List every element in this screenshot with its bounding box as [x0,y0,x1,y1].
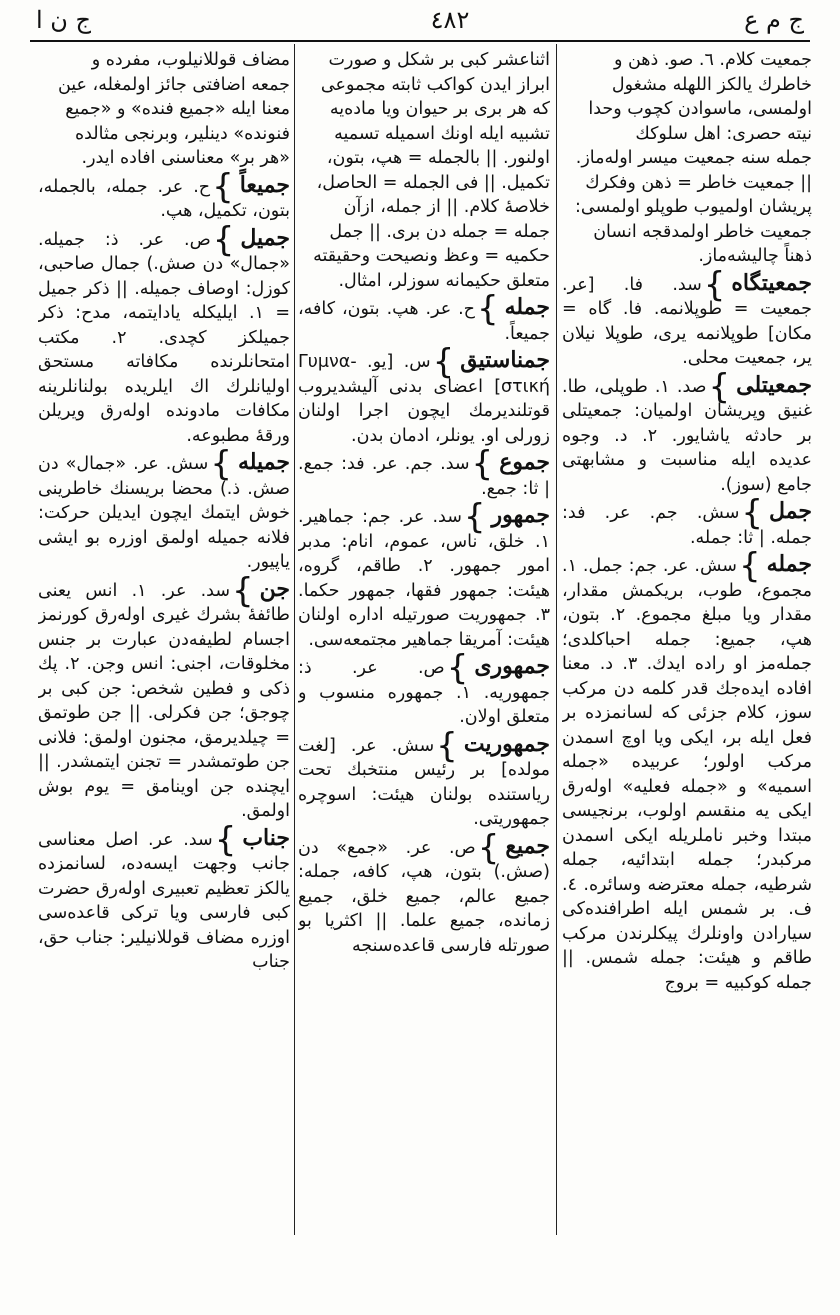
entry-text-line: معنا ایله «جمیع فنده» و «جمیع [65,99,290,119]
dictionary-entry [298,497,550,652]
definition: صد. ١. طوپلی، طا. غنيق وپريشان اولمیان: جمعیتلی بر حادثه یاشایور. ٢. د. وجوه عديده ایله مناسبت و مشابهتی جامع (سوز). [562,376,812,495]
definition: ح. عر. هپ. بتون، كافه، جمیعاً. [298,299,550,344]
dictionary-entry [562,546,812,995]
entry-text-line: ذهناً چالیشه‌ماز. [698,246,812,266]
brace-mark: } [738,546,761,586]
brace-mark: } [214,819,237,860]
headword: جمیله [237,449,290,475]
dictionary-entry [38,819,290,975]
entry-text-line: اولنور. || بالجمله = هپ، بتون، [326,148,550,168]
definition: ص. عر. ذ: جمهوریه. ١. جمهوره منسوب و متعلق اولان. [298,658,550,727]
dictionary-entry [298,648,550,730]
entry-text-line: جمعیت کلام. ٦. صو. ذهن و [613,50,812,70]
dictionary-entry [38,48,290,171]
entry-text-line: خاطرك يالكز اللهله مشغول [611,74,812,95]
dictionary-entry [562,493,812,550]
headword: جمیعاً [239,171,290,198]
entry-text-line: «هر بر» معناسنی افاده ایدر. [81,148,290,168]
definition: سد. عر. اصل معناسی جانب وجهت ایسه‌ده، لسانمزده یالكز تعظیم تعبیری اوله‌رق حضرت كبی فارسی ویا تركی قاعده‌سی اوزره مضاف قوللانیلیر: جناب حق، جناب [38,829,290,972]
entry-text-line: متعلق حكیمانه سوزلر، امثال. [338,270,550,291]
entry-text-line: جمله = جمله دن بری. || جمل [329,221,550,242]
headword: جناب [242,824,290,851]
column-left [38,48,290,1245]
column-divider-right [556,44,557,1235]
entry-text-line: جمعه اضافتی جائز اولمغله، عین [57,74,290,95]
column-divider-left [294,44,295,1235]
headword: جموع [499,449,550,475]
dictionary-entry [38,219,290,449]
entry-text-line: اثناعشر كبی بر شكل و صورت [328,50,550,70]
dictionary-entry [38,166,290,224]
brace-mark: } [708,366,731,407]
headword: جمل [769,498,812,524]
headword: جمهوری [474,653,550,679]
brace-mark: } [212,166,234,207]
entry-text-line: پريشان اولمیوب طوپلو اولمسی: [575,197,812,217]
headword: جمیل [240,224,290,251]
dictionary-entry [298,48,550,293]
dictionary-entry [298,827,550,959]
dictionary-entry [562,48,812,269]
page-header [30,2,810,42]
dictionary-entry [38,444,290,575]
headword: جمله [504,294,550,320]
dictionary-entry [562,366,812,498]
definition: ح. عر. جمله، بالجمله، بتون، تكمیل، هپ. [38,176,290,221]
brace-mark: } [471,444,494,484]
brace-mark: } [703,264,726,305]
dictionary-entry [298,342,550,448]
entry-text-line: حكمیه = وعظ ونصیحت وحقیقته [313,246,550,266]
entry-text-line: كه هر بری بر حیوان ویا ماده‌یه [329,99,550,119]
entry-text-line: جمعیت خاطر اولمدقجه انسان [593,221,812,242]
definition: سد. عر. جم: جماهیر. ١. خلق، ناس، عموم، انام: مدبر امور جمهور. ٢. طاقم، گروه، هیئت: جمهور فقها، جمهور حكما. ٣. جمهوریت صورتیله اداره اولنان هیئت: آمریقا جماهیر مجتمعه‌سی. [298,507,550,650]
entry-text-line: نيته حصری: اهل سلوكك [635,123,812,144]
brace-mark: } [432,342,455,382]
headword: جمعیتگاه [731,269,812,296]
entry-text-line: || جمعیت خاطر = ذهن وفكرك [585,172,812,193]
column-middle [298,48,550,1245]
entry-text-line: مضاف قوللانیلوب، مفرده و [91,50,290,70]
dictionary-entry [298,444,550,501]
definition: ص. عر. ذ: جمیله. «جمال» دن صش.) جمال صاحبی، كوزل: اوصاف جمیله. || ذكر جمیل = ١. ایلیكله یادایتمه، مدح: ذكر جمیلكز كچدی. ٢. مكتب امتحانلرنده مكافاته مستحق اولیانلرك اك ایلریده بولنانلرینه مكافات مادونده اوله‌رق ویریلن ورقهٔ مطبوعه. [38,229,290,446]
definition: سش. عر. جم: جمل. ١. مجموع، طوب، بریكمش مقدار، مقدار ویا مبلغ مجموع. ٢. بتون، هپ، جمیع: جمله احباكلدی؛ جمله‌مز او راده ایدك. ٣. د. معنا افاده ایده‌جك قدر كلمه دن مركب سوز، كلام جزئی كه لسانمزده بر فعل ایله بر، ایكی ویا اوچ اسمدن مركب اولور؛ عربیده «جمله اسمیه» و «جمله فعلیه» اوله‌رق ایكی یه منقسم اولوب، برنجیسی مبتدا وخبر ناملریله ایكی اسمدن مركبدر؛ جمله ابتدائیه، جمله شرطیه، جمله معترضه وسائره. ٤. ف. بر شمس ایله اطرافنده‌كی سیارادن واونلرك پیكلرندن مركب طاقم و هیئت: جمله شمس. || جمله كوكبیه = بروج [562,556,812,993]
header-guide-right: ج م ع [744,6,804,34]
headword: جمهوریت [463,730,550,757]
dictionary-entry [298,289,550,346]
brace-mark: } [232,570,254,611]
definition: س. [یو. Γυμνα-στική] اعضای بدنی آلیشدیروب قوتلندیرمك ایچون اجرا اولنان زورلی او. یونلر، ادمان بدن. [298,352,550,446]
definition: سد. جم. عر. فد: جمع. | ثا: جمع. [298,454,550,499]
brace-mark: } [436,725,458,766]
entry-text-line: تشبیه ایله اونك اسمیله تسمیه [334,123,550,144]
entry-text-line: خلاصهٔ كلام. || از جمله، ازآن [343,197,550,217]
definition: سد. فا. [عر. جمعیت = طوپلانمه. فا. گاه = مكان] طوپلانمه یری، طوپلا نیلان یر، جمعیت محلی. [562,274,812,368]
entry-text-line: جمله سنه جمعیت میسر اوله‌ماز. [575,148,812,168]
dictionary-entry [562,264,812,371]
headword: جمعیتلی [736,371,812,398]
header-guide-left: ج ن ا [36,6,92,34]
brace-mark: } [210,444,232,484]
brace-mark: } [463,497,486,537]
entry-text-line: اولمسی، ماسوادن كچوب وحدا [588,99,812,119]
dictionary-entry [298,725,550,832]
brace-mark: } [446,648,469,688]
headword: جمهور [491,502,550,528]
entry-text-line: ابراز ایدن كواكب ثابته مجموعی [320,74,550,95]
entry-text-line: تكمیل. || فی الجمله = الحاصل، [316,172,550,193]
definition: سش. عر. «جمال» دن صش. ذ.) محضا بریسنك خاطرینی خوش ایتمك ایچون ایدیلن حركت: فلانه جمیله اولمق اوزره بو ایشی یاپیور. [38,454,290,572]
definition: سد. عر. ١. انس یعنی طائفهٔ بشرك غیری اوله‌رق كورنمز اجسام لطیفه‌دن عبارت بر جنس مخلوقات، اجنی: انس وجن. ٢. پك ذكی و فطین شخص: جن كبی بر چوجق؛ جن فكرلی. || جن طوتمق = چیلدیرمق، مجنون اولمق: فلانی جن طوتمشدر = تجنن ایتمشدر. || ایچنده جن اوینامق = یوم بوش اولمق. [38,580,290,821]
headword: جمناستیق [460,347,550,373]
headword: جن [259,575,290,602]
dictionary-entry [38,570,290,824]
definition: ص. عر. «جمع» دن (صش.) بتون، هپ، كافه، جمله: جمیع عالم، جمیع خلق، جمیع زمانده، جمیع علما. || اكثریا بو صورتله فارسی قاعده‌سنجه [298,837,550,956]
brace-mark: } [741,493,764,533]
column-right [562,48,812,1245]
definition: سش. عر. [لغت مولده] بر رئیس منتخبك تحت ریاستنده بولنان هیئت: اسوچره جمهوریتی. [298,735,550,829]
headword: جمله [766,551,812,577]
header-rule [30,40,810,42]
brace-mark: } [212,219,235,260]
page-number: ٤٨٢ [430,6,470,34]
entry-text-line: فنونده» دینلیر، وبرنجی مثالده [74,123,290,144]
headword: جمیع [505,832,550,859]
brace-mark: } [477,827,500,868]
brace-mark: } [476,289,499,329]
definition: سش. جم. عر. فد: جمله. | ثا: جمله. [562,503,812,548]
